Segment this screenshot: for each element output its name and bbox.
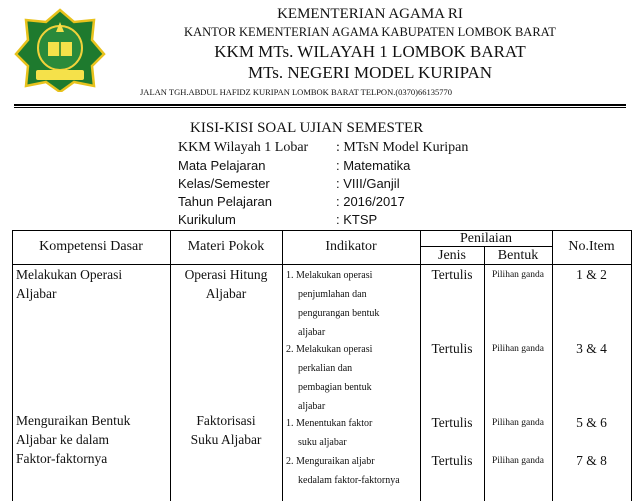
jenis-cell: Tertulis — [431, 267, 473, 282]
kd-cell: Melakukan Operasi — [16, 267, 123, 282]
header-line3: KKM MTs. WILAYAH 1 LOMBOK BARAT — [214, 42, 526, 61]
no-item-cell: 1 & 2 — [576, 267, 607, 282]
jenis-cell: Tertulis — [431, 341, 473, 356]
header-line2: KANTOR KEMENTERIAN AGAMA KABUPATEN LOMBOK BARAT — [184, 25, 556, 39]
indikator-line: 1. Menentukan faktor — [286, 418, 373, 429]
materi-cell: Faktorisasi — [196, 413, 256, 428]
kemenag-logo-icon — [14, 8, 106, 92]
indikator-line: pengurangan bentuk — [298, 308, 380, 319]
indikator-line: aljabar — [298, 327, 326, 338]
materi-cell: Operasi Hitung — [184, 267, 268, 282]
field-label: Mata Pelajaran — [178, 158, 266, 173]
kd-cell: Aljabar — [16, 286, 57, 301]
header-rule — [14, 104, 626, 106]
bentuk-cell: Pilihan ganda — [492, 344, 544, 354]
field-label: Kelas/Semester — [178, 176, 270, 191]
field-label: Tahun Pelajaran — [178, 194, 272, 209]
kkm-value: : MTsN Model Kuripan — [336, 140, 469, 155]
field-value: : Matematika — [336, 158, 411, 173]
bentuk-cell: Pilihan ganda — [492, 270, 544, 280]
indikator-line: suku aljabar — [298, 437, 347, 448]
header-jenis: Jenis — [438, 248, 466, 263]
header-kompetensi-dasar: Kompetensi Dasar — [39, 239, 143, 254]
header-line4: MTs. NEGERI MODEL KURIPAN — [247, 63, 493, 82]
header-rule-thin — [14, 107, 626, 108]
indikator-line: 2. Melakukan operasi — [286, 344, 373, 355]
header-address: JALAN TGH.ABDUL HAFIDZ KURIPAN LOMBOK BARAT TELPON.(0370)66135770 — [140, 87, 452, 97]
field-value: : VIII/Ganjil — [336, 176, 400, 191]
header-line1: KEMENTERIAN AGAMA RI — [277, 6, 463, 22]
field-label: Kurikulum — [178, 212, 236, 227]
kd-cell: Aljabar ke dalam — [16, 432, 109, 447]
bentuk-cell: Pilihan ganda — [492, 456, 544, 466]
header-materi-pokok: Materi Pokok — [187, 239, 265, 254]
indikator-line: perkalian dan — [298, 363, 353, 374]
field-value: : KTSP — [336, 212, 378, 227]
materi-cell: Suku Aljabar — [190, 432, 262, 447]
header-indikator: Indikator — [325, 239, 377, 254]
indikator-line: 1. Melakukan operasi — [286, 270, 373, 281]
no-item-cell: 7 & 8 — [576, 453, 607, 468]
doc-title: KISI-KISI SOAL UJIAN SEMESTER — [190, 120, 424, 136]
header-penilaian: Penilaian — [459, 231, 513, 246]
no-item-cell: 3 & 4 — [576, 341, 607, 356]
header-bentuk: Bentuk — [497, 248, 539, 263]
indikator-line: pembagian bentuk — [298, 382, 372, 393]
jenis-cell: Tertulis — [431, 415, 473, 430]
indikator-line: aljabar — [298, 401, 326, 412]
indikator-line: kedalam faktor-faktornya — [298, 475, 400, 486]
indikator-line: penjumlahan dan — [298, 289, 367, 300]
jenis-cell: Tertulis — [431, 453, 473, 468]
kkm-label: KKM Wilayah 1 Lobar — [178, 140, 309, 155]
materi-cell: Aljabar — [205, 286, 247, 301]
header-no-item: No.Item — [568, 239, 615, 254]
field-value: : 2016/2017 — [336, 194, 405, 209]
kd-cell: Faktor-faktornya — [16, 451, 108, 466]
no-item-cell: 5 & 6 — [576, 415, 607, 430]
kd-cell: Menguraikan Bentuk — [16, 413, 131, 428]
bentuk-cell: Pilihan ganda — [492, 418, 544, 428]
indikator-line: 2. Menguraikan aljabr — [286, 456, 375, 467]
